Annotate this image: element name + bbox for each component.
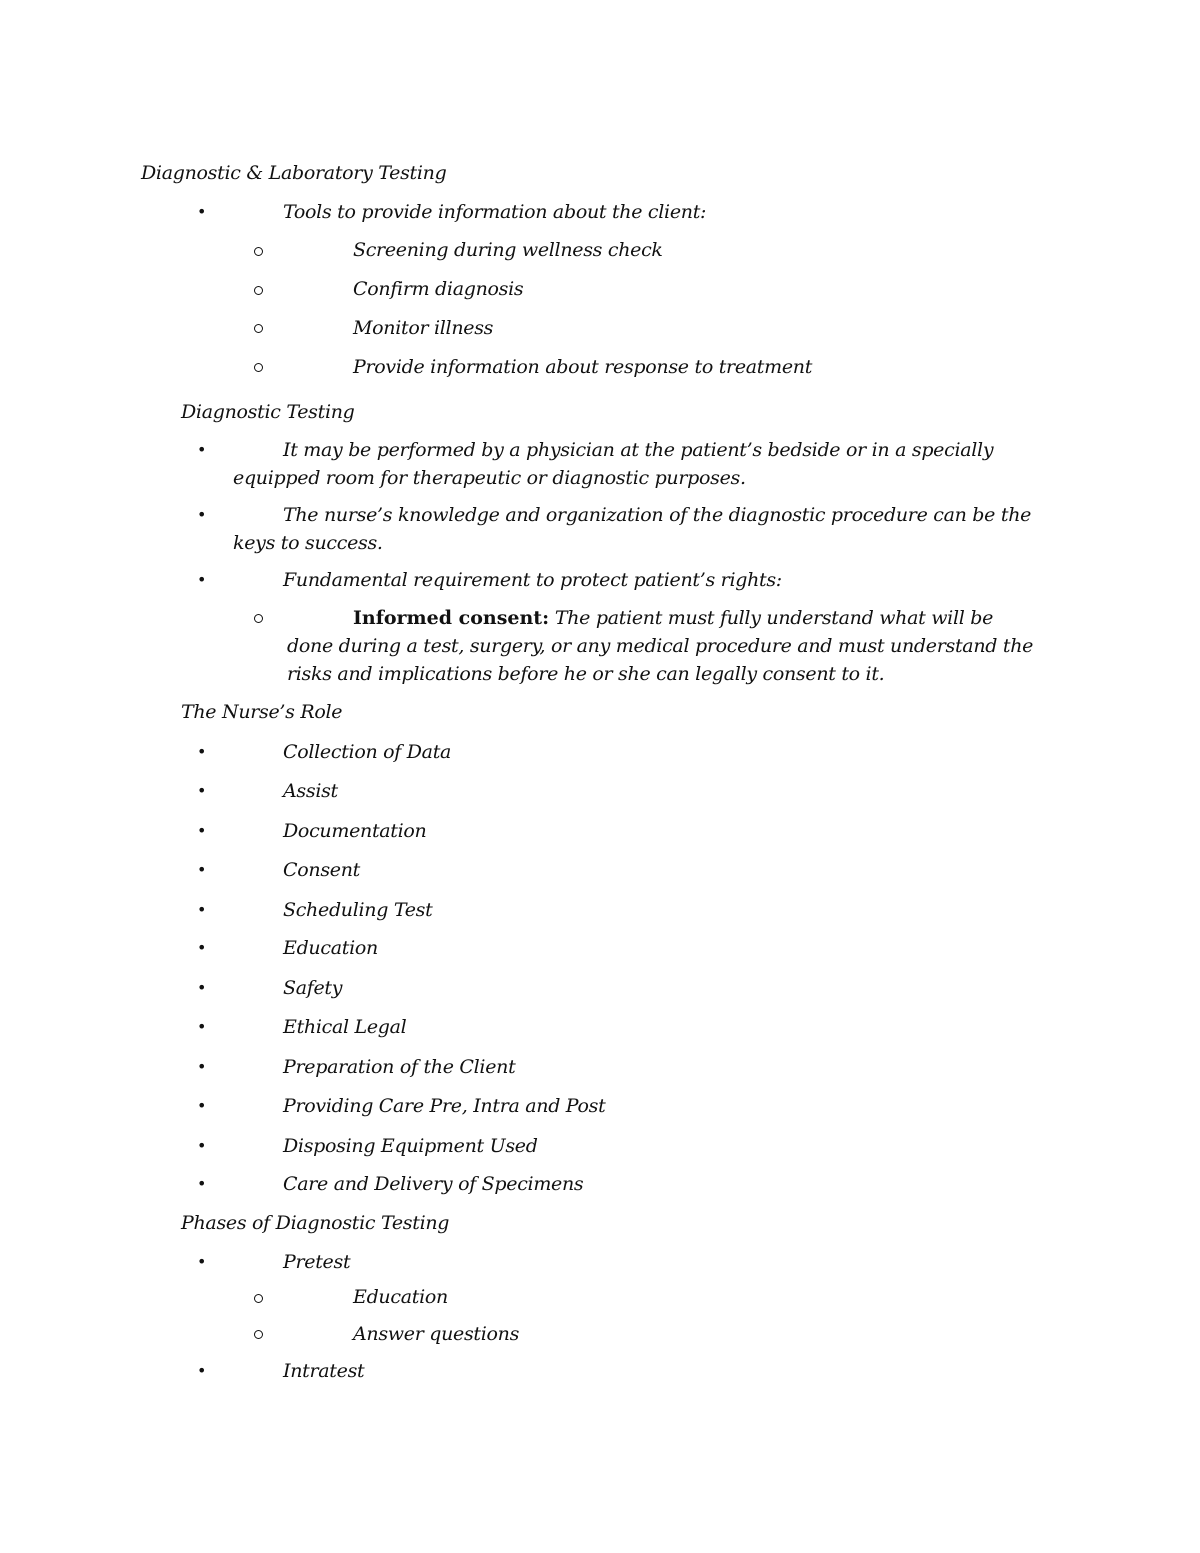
circle-bullet-icon bbox=[254, 363, 263, 372]
informed-consent-label: Informed consent: bbox=[353, 607, 550, 629]
role-item: Preparation of the Client bbox=[283, 1056, 516, 1078]
bullet-icon: • bbox=[197, 1096, 207, 1115]
role-item: Providing Care Pre, Intra and Post bbox=[283, 1095, 606, 1117]
paragraph-knowledge-line1: The nurse’s knowledge and organization of the diagnostic procedure can be the bbox=[283, 504, 1032, 526]
bullet-icon: • bbox=[197, 1017, 207, 1036]
bullet-icon: • bbox=[197, 1252, 207, 1271]
bullet-icon: • bbox=[197, 900, 207, 919]
bullet-icon: • bbox=[197, 505, 207, 524]
circle-bullet-icon bbox=[254, 324, 263, 333]
paragraph-knowledge-line2: keys to success. bbox=[233, 532, 383, 554]
circle-bullet-icon bbox=[254, 1294, 263, 1303]
section-heading-diagnostic-laboratory: Diagnostic & Laboratory Testing bbox=[141, 162, 447, 184]
bullet-icon: • bbox=[197, 742, 207, 761]
bullet-icon: • bbox=[197, 938, 207, 957]
role-item: Ethical Legal bbox=[283, 1016, 407, 1038]
section-heading-nurses-role: The Nurse’s Role bbox=[181, 701, 343, 723]
phase-pretest: Pretest bbox=[283, 1251, 351, 1273]
list-item-fundamental-requirement: Fundamental requirement to protect patient’s rights: bbox=[283, 569, 782, 591]
role-item: Consent bbox=[283, 859, 360, 881]
section-heading-diagnostic-testing: Diagnostic Testing bbox=[181, 401, 355, 423]
paragraph-bedside-line1: It may be performed by a physician at the patient’s bedside or in a specially bbox=[283, 439, 994, 461]
informed-consent-line3: risks and implications before he or she can legally consent to it. bbox=[287, 663, 885, 685]
role-item: Scheduling Test bbox=[283, 899, 433, 921]
circle-bullet-icon bbox=[254, 1330, 263, 1339]
circle-bullet-icon bbox=[254, 614, 263, 623]
informed-consent-line1 bbox=[353, 604, 993, 632]
sub-item-monitor: Monitor illness bbox=[353, 317, 494, 339]
pretest-sub-item: Education bbox=[353, 1286, 448, 1308]
role-item: Care and Delivery of Specimens bbox=[283, 1173, 584, 1195]
circle-bullet-icon bbox=[254, 286, 263, 295]
informed-consent-line2: done during a test, surgery, or any medical procedure and must understand the bbox=[287, 635, 1034, 657]
informed-consent-text: The patient must fully understand what will be bbox=[554, 607, 994, 629]
bullet-icon: • bbox=[197, 202, 207, 221]
role-item: Education bbox=[283, 937, 378, 959]
role-item: Assist bbox=[283, 780, 338, 802]
bullet-icon: • bbox=[197, 781, 207, 800]
role-item: Safety bbox=[283, 977, 343, 999]
role-item: Documentation bbox=[283, 820, 427, 842]
circle-bullet-icon bbox=[254, 247, 263, 256]
bullet-icon: • bbox=[197, 1057, 207, 1076]
bullet-icon: • bbox=[197, 570, 207, 589]
paragraph-bedside-line2: equipped room for therapeutic or diagnostic purposes. bbox=[233, 467, 746, 489]
bullet-icon: • bbox=[197, 1174, 207, 1193]
pretest-sub-item: Answer questions bbox=[353, 1323, 520, 1345]
bullet-icon: • bbox=[197, 860, 207, 879]
sub-item-screening: Screening during wellness check bbox=[353, 239, 663, 261]
list-item-tools: Tools to provide information about the client: bbox=[283, 201, 707, 223]
role-item: Disposing Equipment Used bbox=[283, 1135, 538, 1157]
role-item: Collection of Data bbox=[283, 741, 452, 763]
bullet-icon: • bbox=[197, 1361, 207, 1380]
phase-intratest: Intratest bbox=[283, 1360, 365, 1382]
bullet-icon: • bbox=[197, 1136, 207, 1155]
section-heading-phases: Phases of Diagnostic Testing bbox=[181, 1212, 450, 1234]
sub-item-confirm: Confirm diagnosis bbox=[353, 278, 524, 300]
bullet-icon: • bbox=[197, 821, 207, 840]
bullet-icon: • bbox=[197, 978, 207, 997]
bullet-icon: • bbox=[197, 440, 207, 459]
sub-item-response: Provide information about response to treatment bbox=[353, 356, 813, 378]
